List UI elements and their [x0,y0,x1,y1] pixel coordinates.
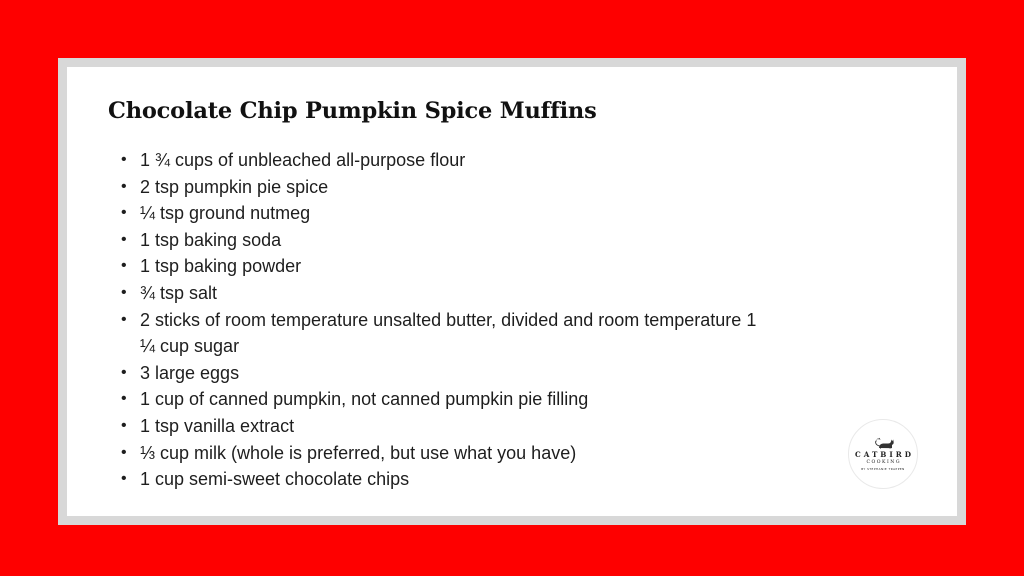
ingredient-text: 2 tsp pumpkin pie spice [140,176,329,197]
ingredient-item [121,466,760,493]
ingredient-text: 1 cup of canned pumpkin, not canned pumpkin pie filling [140,389,589,410]
bullet-icon: • [121,390,127,408]
bullet-icon: • [121,443,127,461]
ingredient-text: ¾ tsp salt [140,282,218,303]
ingredient-text: 1 tsp baking soda [140,229,282,250]
bullet-icon: • [121,416,127,434]
bullet-icon: • [121,204,127,222]
ingredient-item [121,227,760,254]
recipe-card [67,67,957,516]
ingredient-text: 3 large eggs [140,362,240,383]
bullet-icon: • [121,363,127,381]
logo-brand: CATBIRD [855,450,914,459]
bullet-icon: • [121,177,127,195]
ingredient-text: 2 sticks of room temperature unsalted butter, divided and room temperature 1 ¼ cup sugar [140,309,757,357]
logo-tagline: BY STEPHANIE TRAPPEN [861,467,905,471]
bullet-icon: • [121,151,127,168]
ingredient-item [121,280,760,307]
ingredient-item [121,147,760,174]
bullet-icon: • [121,470,127,488]
ingredient-item [121,413,760,440]
ingredient-item [121,307,760,360]
ingredient-item [121,174,760,201]
ingredient-item [121,360,760,387]
ingredient-item [121,253,760,280]
logo-subtitle: COOKING [866,460,901,465]
ingredient-text: ⅓ cup milk (whole is preferred, but use what you have) [140,442,577,463]
recipe-title: Chocolate Chip Pumpkin Spice Muffins [108,98,597,124]
bullet-icon: • [121,230,127,248]
ingredient-text: ¼ tsp ground nutmeg [140,203,311,224]
bullet-icon: • [121,283,127,301]
ingredient-list [121,147,760,493]
bullet-icon: • [121,310,127,328]
ingredient-item [121,386,760,413]
catbird-cooking-logo [848,419,918,489]
ingredient-text: 1 tsp baking powder [140,256,302,277]
bullet-icon: • [121,257,127,275]
ingredient-text: 1 cup semi-sweet chocolate chips [140,469,410,490]
ingredient-text: 1 ¾ cups of unbleached all-purpose flour [140,150,466,170]
ingredient-item [121,200,760,227]
ingredient-item [121,440,760,467]
ingredient-text: 1 tsp vanilla extract [140,415,295,436]
